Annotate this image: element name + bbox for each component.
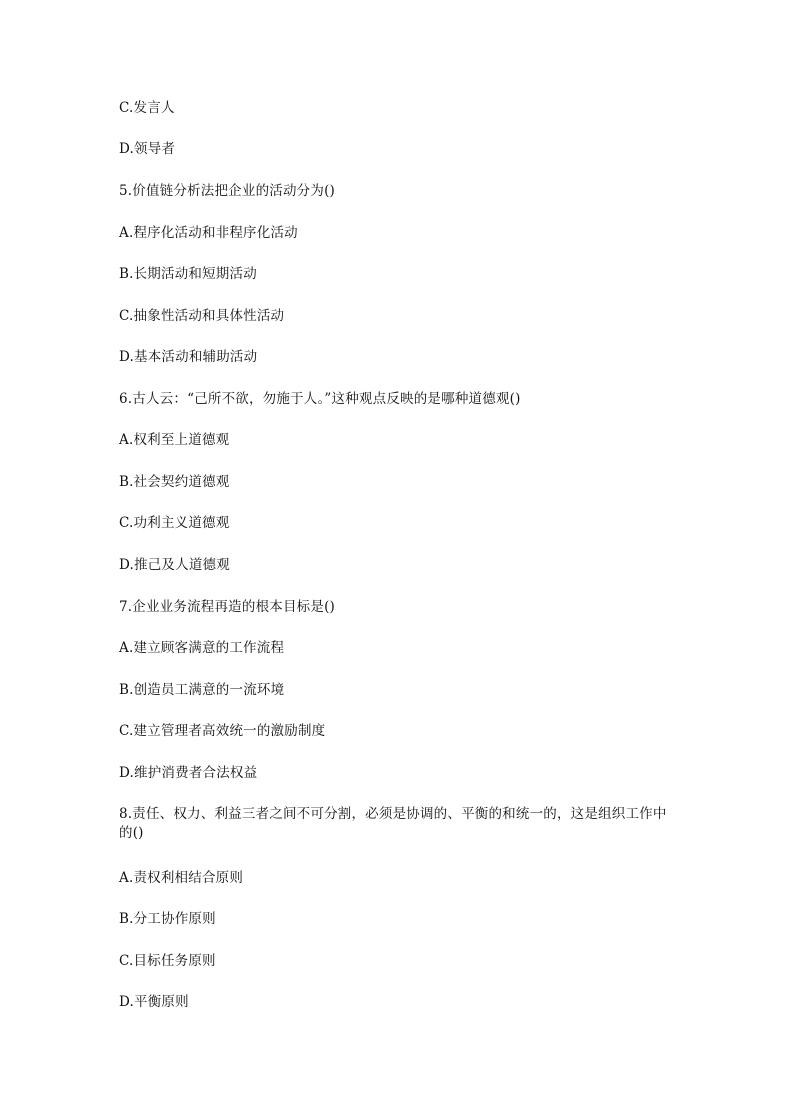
option-text: B.分工协作原则 bbox=[119, 911, 216, 927]
option-text: C.功利主义道德观 bbox=[119, 515, 230, 531]
option-text: D.维护消费者合法权益 bbox=[119, 765, 258, 781]
option-text: B.社会契约道德观 bbox=[119, 474, 230, 490]
option-text: C.建立管理者高效统一的激励制度 bbox=[119, 723, 326, 739]
question-text: 6.古人云：“己所不欲，勿施于人。”这种观点反映的是哪种道德观() bbox=[119, 391, 521, 407]
option-text: D.推己及人道德观 bbox=[119, 557, 230, 573]
question-text: 7.企业业务流程再造的根本目标是() bbox=[119, 599, 336, 615]
option-text: D.基本活动和辅助活动 bbox=[119, 349, 258, 365]
option-text: C.抽象性活动和具体性活动 bbox=[119, 308, 285, 324]
option-text: D.领导者 bbox=[119, 141, 176, 157]
question-text: 5.价值链分析法把企业的活动分为() bbox=[119, 183, 336, 199]
option-text: C.发言人 bbox=[119, 100, 175, 116]
option-text: B.创造员工满意的一流环境 bbox=[119, 682, 285, 698]
option-text: A.程序化活动和非程序化活动 bbox=[119, 225, 298, 241]
option-text: A.责权利相结合原则 bbox=[119, 870, 244, 886]
option-text: A.权利至上道德观 bbox=[119, 432, 230, 448]
option-text: D.平衡原则 bbox=[119, 994, 189, 1010]
option-text: B.长期活动和短期活动 bbox=[119, 266, 257, 282]
option-text: A.建立顾客满意的工作流程 bbox=[119, 640, 285, 656]
option-text: C.目标任务原则 bbox=[119, 953, 216, 969]
question-text: 8.责任、权力、利益三者之间不可分割，必须是协调的、平衡的和统一的，这是组织工作中的() bbox=[119, 806, 667, 841]
